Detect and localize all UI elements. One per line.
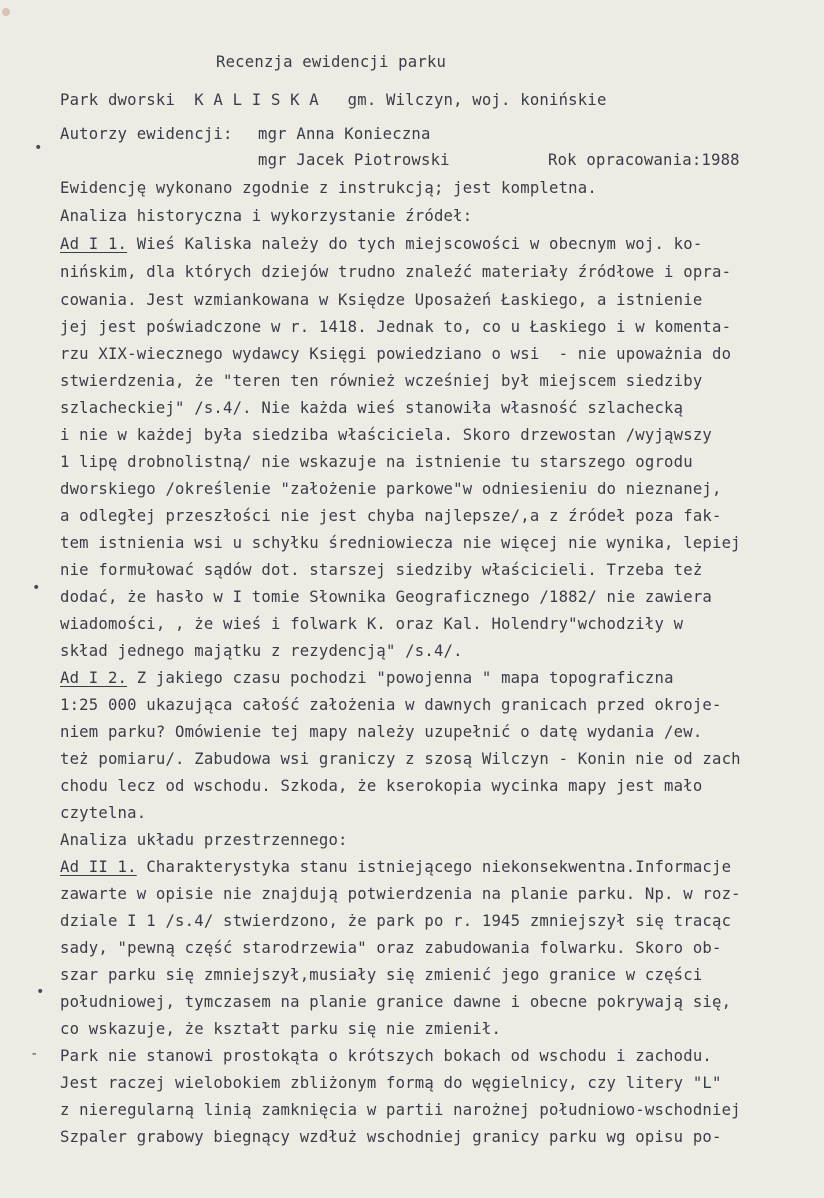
text-line: Szpaler grabowy biegnący wzdłuż wschodniej granicy parku wg opisu po- bbox=[60, 1128, 722, 1146]
section-ref-ad-1-2: Ad I 2. bbox=[60, 669, 128, 687]
text-line: z nieregularną linią zamknięcia w partii narożnej południowo-wschodniej bbox=[60, 1101, 741, 1119]
text-line: Z jakiego czasu pochodzi "powojenna " mapa topograficzna bbox=[136, 669, 674, 687]
text-line: wiadomości, , że wieś i folwark K. oraz Kal. Holendry"wchodziły w bbox=[60, 615, 684, 633]
margin-dot: • bbox=[36, 984, 45, 1000]
authors-label: Autorzy ewidencji: bbox=[60, 125, 233, 143]
text-line: cowania. Jest wzmiankowana w Księdze Uposażeń Łaskiego, a istnienie bbox=[60, 291, 703, 309]
text-line: dziale I 1 /s.4/ stwierdzono, że park po r. 1945 zmniejszył się tracąc bbox=[60, 912, 732, 930]
text-line: dworskiego /określenie "założenie parkowe"w odniesieniu do nieznanej, bbox=[60, 480, 722, 498]
year-of-study: Rok opracowania:1988 bbox=[548, 151, 740, 169]
text-line: stwierdzenia, że "teren ten również wcześniej był miejscem siedziby bbox=[60, 372, 703, 390]
text-line: Charakterystyka stanu istniejącego niekonsekwentna.Informacje bbox=[146, 858, 732, 876]
text-line: jej jest poświadczone w r. 1418. Jednak to, co u Łaskiego i w komenta- bbox=[60, 318, 732, 336]
section-ref-ad-1-1: Ad I 1. bbox=[60, 235, 128, 253]
text-line: rzu XIX-wiecznego wydawcy Księgi powiedziano o wsi - nie upoważnia do bbox=[60, 345, 732, 363]
text-line: skład jednego majątku z rezydencją" /s.4/. bbox=[60, 642, 463, 660]
text-line: a odległej przeszłości nie jest chyba najlepsze/,a z źródeł poza fak- bbox=[60, 507, 722, 525]
text-line: i nie w każdej była siedziba właściciela. Skoro drzewostan /wyjąwszy bbox=[60, 426, 712, 444]
paragraph-line bbox=[60, 668, 674, 688]
text-line: Jest raczej wielobokiem zbliżonym formą do węgielnicy, czy litery "L" bbox=[60, 1074, 722, 1092]
text-line: czytelna. bbox=[60, 804, 147, 822]
text-line: co wskazuje, że kształt parku się nie zmienił. bbox=[60, 1020, 502, 1038]
text-line: dodać, że hasło w I tomie Słownika Geograficznego /1882/ nie zawiera bbox=[60, 588, 712, 606]
text-line: 1:25 000 ukazująca całość założenia w dawnych granicach przed okroje- bbox=[60, 696, 722, 714]
text-line: 1 lipę drobnolistną/ nie wskazuje na istnienie tu starszego ogrodu bbox=[60, 453, 693, 471]
margin-dot: • bbox=[34, 140, 43, 156]
text-line: zawarte w opisie nie znajdują potwierdzenia na planie parku. Np. w roz- bbox=[60, 885, 741, 903]
text-line: Park nie stanowi prostokąta o krótszych bokach od wschodu i zachodu. bbox=[60, 1047, 712, 1065]
author-2: mgr Jacek Piotrowski bbox=[258, 151, 450, 169]
text-line: południowej, tymczasem na planie granice dawne i obecne pokrywają się, bbox=[60, 993, 732, 1011]
text-line: tem istnienia wsi u schyłku średniowiecza nie więcej nie wynika, lepiej bbox=[60, 534, 741, 552]
text-line: Wieś Kaliska należy do tych miejscowości w obecnym woj. ko- bbox=[136, 235, 703, 253]
text-line: nie formułować sądów dot. starszej siedziby właścicieli. Trzeba też bbox=[60, 561, 703, 579]
text-line: Ewidencję wykonano zgodnie z instrukcją; jest kompletna. bbox=[60, 179, 597, 197]
text-line: niem parku? Omówienie tej mapy należy uzupełnić o datę wydania /ew. bbox=[60, 723, 703, 741]
author-1: mgr Anna Konieczna bbox=[258, 125, 431, 143]
paragraph-line bbox=[60, 234, 702, 254]
margin-dot: • bbox=[32, 580, 41, 596]
park-name: Park dworski K A L I S K A gm. Wilczyn, woj. konińskie bbox=[60, 91, 607, 109]
text-line: sady, "pewną część starodrzewia" oraz zabudowania folwarku. Skoro ob- bbox=[60, 939, 722, 957]
text-line: szar parku się zmniejszył,musiały się zmienić jego granice w części bbox=[60, 966, 703, 984]
corner-mark-icon bbox=[0, 6, 14, 20]
text-line: nińskim, dla których dziejów trudno znaleźć materiały źródłowe i opra- bbox=[60, 263, 732, 281]
paragraph-line bbox=[60, 857, 731, 877]
text-line: też pomiaru/. Zabudowa wsi graniczy z szosą Wilczyn - Konin nie od zach bbox=[60, 750, 741, 768]
section-heading: Analiza historyczna i wykorzystanie źródeł: bbox=[60, 207, 473, 225]
text-line: szlacheckiej" /s.4/. Nie każda wieś stanowiła własność szlachecką bbox=[60, 399, 684, 417]
section-ref-ad-2-1: Ad II 1. bbox=[60, 858, 137, 876]
text-line: chodu lecz od wschodu. Szkoda, że kserokopia wycinka mapy jest mało bbox=[60, 777, 703, 795]
margin-dash: - bbox=[30, 1046, 39, 1062]
section-heading: Analiza układu przestrzennego: bbox=[60, 831, 348, 849]
page-title: Recenzja ewidencji parku bbox=[216, 53, 447, 71]
